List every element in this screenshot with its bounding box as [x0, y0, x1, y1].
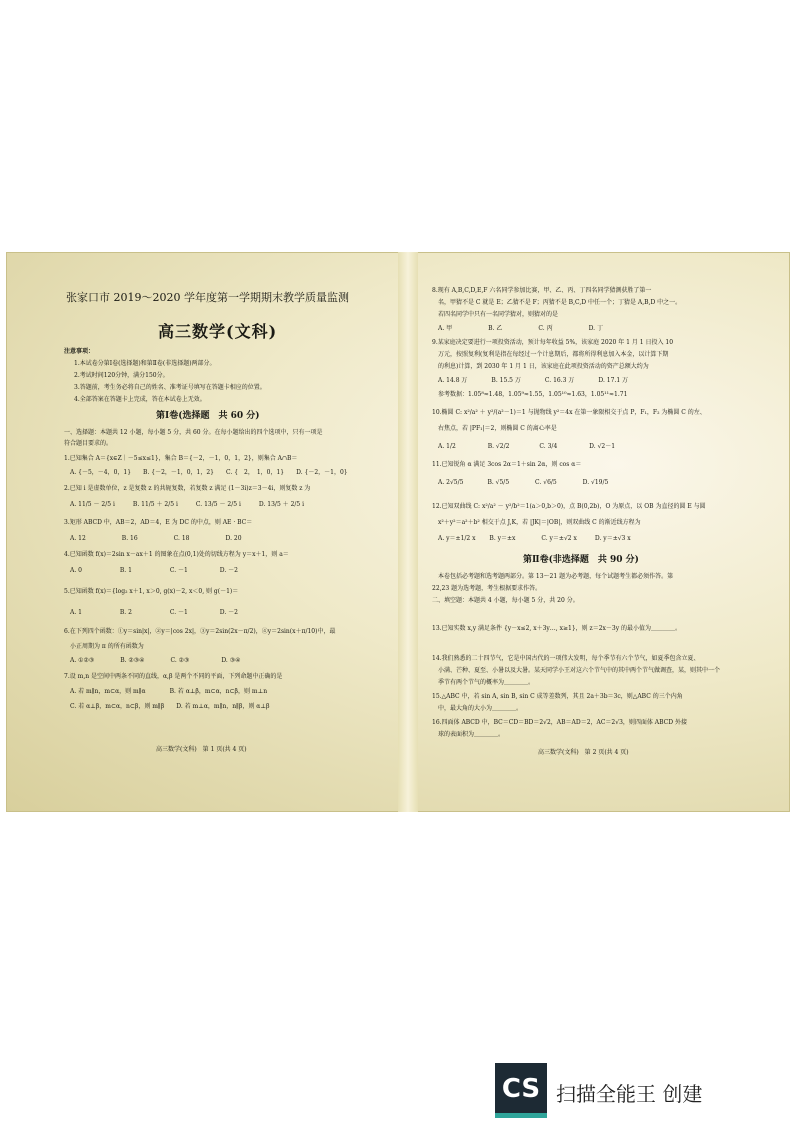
reference-data: 参考数据：1.05⁸≈1.48，1.05⁹≈1.55，1.05¹⁰≈1.63，1.05¹¹≈1.71 [438, 391, 628, 398]
page-footer: 高三数学(文科) 第 1 页(共 4 页) [156, 746, 247, 753]
question-line: 13.已知实数 x,y 满足条件 {y－x≤2, x＋3y…, x≥1}，则 z＝2x－3y 的最小值为＿＿＿＿。 [432, 625, 682, 632]
note-item: 3.答题前，考生务必将自己的姓名、准考证号填写在答题卡相应的位置。 [74, 384, 266, 391]
question-line: 16.四面体 ABCD 中，BC＝CD＝BD＝2√2，AB＝AD＝2，AC＝2√3，则四面体 ABCD 外接 [432, 719, 687, 726]
option-line: A. 甲 B. 乙 C. 丙 D. 丁 [438, 325, 603, 332]
option-line: C. 若 α⊥β，m⊂α，n⊂β，则 m∥β D. 若 m⊥α，m∥n，n∥β，则 α⊥β [70, 703, 270, 710]
question-line: 万元，按照复利(复利是指在每经过一个计息期后，都将所得利息加入本金，以计算下期 [438, 351, 669, 358]
option-line: A. {－5，－4，0，1} B. {－2，－1，0，1，2} C. { 2， 1，0，1} D. {－2，－1，0} [70, 469, 348, 476]
note-item: 2.考试时间120分钟，满分150分。 [74, 372, 169, 379]
page-2 [418, 252, 790, 812]
section-2-heading: 第Ⅱ卷(非选择题 共 90 分) [523, 555, 639, 565]
camscanner-logo [495, 1063, 547, 1115]
option-line: A. 1 B. 2 C. －1 D. －2 [70, 609, 238, 616]
question-line: 12.已知双曲线 C: x²/a² － y²/b²＝1(a＞0,b＞0)，点 B(0,2b)，O 为原点，以 OB 为直径的圆 E 与圆 [432, 503, 706, 510]
note-item: 4.全部答案在答题卡上完成，答在本试卷上无效。 [74, 396, 206, 403]
option-line: A. 12 B. 16 C. 18 D. 20 [70, 535, 242, 542]
notes-heading: 注意事项： [64, 348, 95, 355]
question-line: 11.已知锐角 α 满足 3cos 2α＝1＋sin 2α，则 cos α＝ [432, 461, 582, 468]
question-line: 小满、芒种、夏至、小暑以及大暑。某天同学小王对这六个节气中的其中两个节气做调查，某，则其中一个 [438, 667, 721, 674]
subject-title: 高三数学(文科) [158, 322, 278, 341]
watermark-text: 扫描全能王 创建 [556, 1082, 703, 1106]
question-line: 4.已知函数 f(x)＝2sin x－ax＋1 的图象在点(0,1)处的切线方程为 y＝x＋1，则 a＝ [64, 551, 289, 558]
question-line: 14.我们熟悉的二十四节气，它是中国古代的一项伟大发明，每个季节有六个节气，如夏季包含立夏、 [432, 655, 700, 662]
exam-title: 张家口市 2019～2020 学年度第一学期期末教学质量监测 [66, 291, 349, 304]
question-line: 5.已知函数 f(x)＝{log₂ x＋1, x＞0, g(x)－2, x＜0, 则 g(－1)＝ [64, 588, 239, 595]
section-intro: 22,23 题为选考题，考生根据要求作答。 [432, 585, 542, 592]
option-line: A. y＝±1/2 x B. y＝±x C. y＝±√2 x D. y＝±√3 x [438, 535, 631, 542]
section-intro: 一、选择题：本题共 12 小题，每小题 5 分，共 60 分。在每小题给出的四个选项中，只有一项是 [64, 429, 323, 436]
note-item: 1.本试卷分第Ⅰ卷(选择题)和第Ⅱ卷(非选择题)两部分。 [74, 360, 216, 367]
section-intro: 本卷包括必考题和选考题两部分。第 13～21 题为必考题，每个试题考生都必须作答。第 [438, 573, 674, 580]
option-line: A. 若 m∥n，m⊂α，则 m∥α B. 若 α⊥β，m⊂α，n⊂β，则 m⊥n [70, 688, 268, 695]
page-footer: 高三数学(文科) 第 2 页(共 4 页) [538, 749, 629, 756]
question-line: 右焦点，若 |PF₁|＝2，则椭圆 C 的离心率是 [438, 425, 557, 432]
question-line: 小正周期为 π 的所有函数为 [70, 643, 144, 650]
question-line: 8.现有 A,B,C,D,E,F 六名同学参加比赛，甲、乙、丙、丁四名同学猜测获胜了第一 [432, 287, 652, 294]
option-line: A. 0 B. 1 C. －1 D. －2 [70, 567, 238, 574]
question-line: x²＋y²＝a²＋b² 相交于点 J,K，若 |JK|＝|OB|，则双曲线 C 的渐近线方程为 [438, 519, 641, 526]
logo-accent-bar [495, 1113, 547, 1118]
option-line: A. 2√5/5 B. √5/5 C. √6/5 D. √19/5 [438, 479, 609, 486]
option-line: A. 14.8 万 B. 15.5 万 C. 16.3 万 D. 17.1 万 [438, 377, 629, 384]
question-line: 15.△ABC 中，若 sin A, sin B, sin C 成等差数列，其且 2a＋3b＝3c，则△ABC 的三个内角 [432, 693, 683, 700]
question-line: 9.某家庭决定要进行一项投资活动，预计每年收益 5%，该家庭 2020 年 1 月 1 日投入 10 [432, 339, 674, 346]
page-fold [398, 252, 418, 812]
question-line: 中，最大角的大小为＿＿＿＿。 [438, 705, 523, 712]
page-1 [6, 252, 398, 812]
question-line: 若四名同学中只有一名同学猜对，则猜对的是 [438, 311, 559, 318]
scanned-exam-sheet [6, 252, 790, 812]
section-intro: 符合题目要求的。 [64, 440, 113, 447]
option-line: A. 1/2 B. √2/2 C. 3/4 D. √2－1 [438, 443, 616, 450]
question-line: 6.在下列四个函数：①y＝sin|x|，②y＝|cos 2x|，③y＝2sin(2x－π/2)，④y＝2sin(x＋π/10)中，最 [64, 628, 336, 635]
section-intro: 二、填空题：本题共 4 小题，每小题 5 分，共 20 分。 [432, 597, 579, 604]
question-line: 的利息)计算，到 2030 年 1 月 1 日，该家庭在此项投资活动的资产总额大约为 [438, 363, 649, 370]
question-line: 1.已知集合 A＝{x∈Z｜－5≤x≤1}，集合 B＝{－2，－1，0，1，2}，则集合 A∩B＝ [64, 455, 298, 462]
question-line: 球的表面积为＿＿＿＿。 [438, 731, 505, 738]
question-line: 名，甲猜不是 C 就是 E；乙猜不是 F；丙猜不是 B,C,D 中任一个；丁猜是 A,B,D 中之一。 [438, 299, 682, 306]
question-line: 2.已知 i 是虚数单位，z 是复数 z 的共轭复数，若复数 z 满足 (1－3i)z＝3－4i，则复数 z 为 [64, 485, 311, 492]
option-line: A. 11/5 － 2/5 i B. 11/5 ＋ 2/5 i C. 13/5 － 2/5 i D. 13/5 ＋ 2/5 i [70, 501, 305, 508]
logo-text: CS [501, 1074, 541, 1104]
question-line: 7.设 m,n 是空间中两条不同的直线，α,β 是两个不同的平面，下列命题中正确的是 [64, 673, 283, 680]
question-line: 3.矩形 ABCD 中，AB＝2，AD＝4，E 为 DC 的中点，则 AE · BC＝ [64, 519, 253, 526]
question-line: 季节有两个节气的概率为＿＿＿＿。 [438, 679, 535, 686]
question-line: 10.椭圆 C: x²/a² ＋ y²/(a²－1)＝1 与抛物线 y²＝4x 在第一象限相交于点 P，F₁，F₂ 为椭圆 C 的左、 [432, 409, 706, 416]
option-line: A. ①②③ B. ②③④ C. ②③ D. ③④ [70, 657, 241, 664]
section-1-heading: 第Ⅰ卷(选择题 共 60 分) [156, 411, 260, 421]
